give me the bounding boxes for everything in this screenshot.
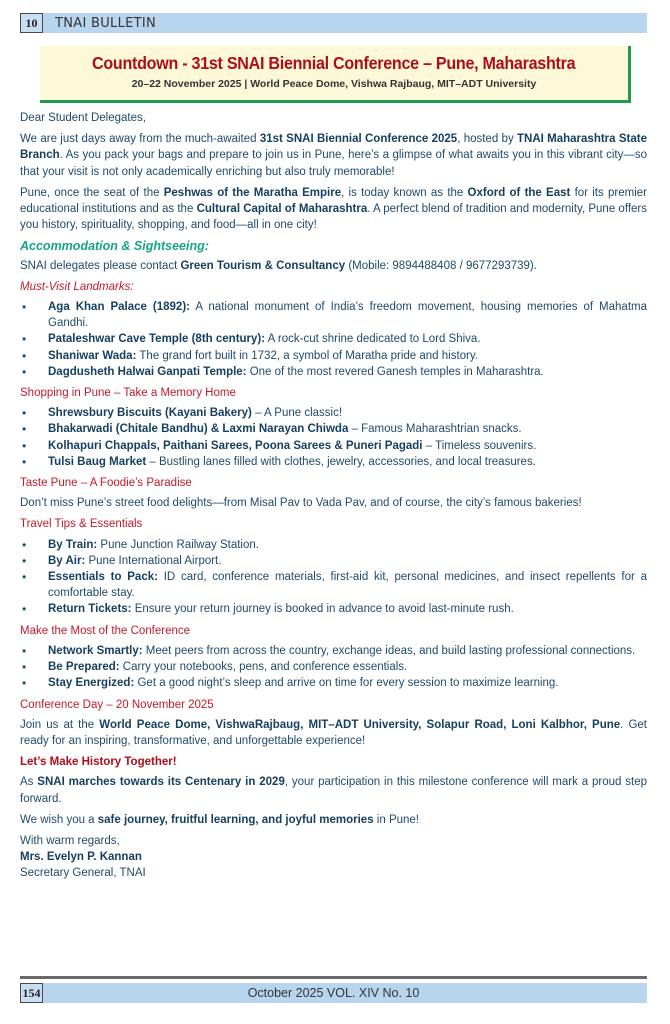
bullet-icon: • [22, 660, 27, 675]
closing: With warm regards, [20, 834, 120, 847]
letter-body [20, 110, 647, 881]
bullet-icon: • [22, 676, 27, 691]
item-title: Be Prepared: [48, 661, 120, 674]
pune-paragraph [20, 185, 647, 234]
list-item [20, 299, 647, 331]
conference-day-heading: Conference Day – 20 November 2025 [20, 698, 214, 711]
list-item [20, 438, 647, 454]
bullet-icon: • [22, 300, 27, 315]
conference-banner [40, 46, 631, 103]
text: . As you pack your bags and prepare to join us in Pune, here’s a glimpse of what awaits you in this vibrant city—so that your visit is not only academically enriching but also truly memorable! [20, 149, 647, 178]
emphasis: safe journey, fruitful learning, and joyful memories [97, 813, 374, 826]
list-item [20, 601, 647, 617]
bullet-icon: • [22, 454, 27, 469]
emphasis: Peshwas of the Maratha Empire [163, 186, 342, 199]
list-item [20, 537, 647, 553]
text: SNAI delegates please contact [20, 259, 181, 272]
travel-list [20, 537, 647, 618]
conference-name: 31st SNAI Biennial Conference 2025 [259, 133, 458, 146]
footer-page-number: 154 [20, 983, 43, 1003]
item-title: Dagdusheth Halwai Ganpati Temple: [48, 365, 247, 378]
host-branch: TNAI Maharashtra State Branch [20, 133, 647, 162]
landmarks-heading: Must-Visit Landmarks: [20, 280, 134, 293]
signatory-title: Secretary General, TNAI [20, 866, 146, 879]
bullet-icon: • [22, 348, 27, 363]
item-text: The grand fort built in 1732, a symbol of Maratha pride and history. [136, 349, 478, 362]
name: Mrs. Evelyn P. Kannan [20, 850, 142, 863]
text: for its premier educational institutions and as the [20, 186, 647, 216]
list-item [20, 675, 647, 691]
text: , hosted by [457, 133, 518, 146]
agency-name: Green Tourism & Consultancy [180, 259, 346, 272]
list-item [20, 643, 647, 659]
banner-subtitle: 20–22 November 2025 | World Peace Dome, Vishwa Rajbaug, MIT–ADT University [131, 78, 537, 90]
accommodation-heading: Accommodation & Sightseeing: [20, 239, 209, 254]
item-title: By Air: [48, 554, 86, 567]
emphasis: Oxford of the East [467, 186, 571, 199]
list-item [20, 405, 647, 421]
list-item [20, 569, 647, 601]
shopping-list [20, 405, 647, 470]
list-item [20, 659, 647, 675]
text: As [20, 776, 38, 789]
item-title: Shrewsbury Biscuits (Kayani Bakery) [48, 407, 252, 420]
item-text: – Famous Maharashtrian snacks. [348, 423, 522, 436]
contact-numbers: (Mobile: 9894488408 / 9677293739). [345, 259, 537, 272]
text: We wish you a [20, 813, 98, 826]
text: We are just days away from the much-awaited [20, 133, 260, 146]
travel-heading: Travel Tips & Essentials [20, 518, 143, 531]
text: in Pune! [373, 813, 420, 826]
item-title: Kolhapuri Chappals, Paithani Sarees, Poona Sarees & Puneri Pagadi [48, 439, 423, 452]
item-title: Pataleshwar Cave Temple (8th century): [48, 333, 266, 346]
list-item [20, 364, 647, 380]
item-text: One of the most revered Ganesh temples in Maharashtra. [246, 365, 544, 378]
bullet-icon: • [22, 332, 27, 347]
conference-tips-heading: Make the Most of the Conference [20, 624, 191, 637]
item-text: Get a good night’s sleep and arrive on time for every session to maximize learning. [134, 677, 559, 690]
history-paragraph [20, 774, 647, 806]
text: Pune, once the seat of the [20, 186, 164, 199]
conference-tips-list [20, 643, 647, 692]
bulletin-title: TNAI BULLETIN [55, 15, 157, 31]
emphasis: SNAI marches towards its Centenary in 2029 [37, 776, 285, 789]
signoff [20, 833, 647, 881]
item-title: Bhakarwadi (Chitale Bandhu) & Laxmi Narayan Chiwda [48, 423, 349, 436]
greeting: Dear Student Delegates, [20, 112, 146, 124]
bullet-icon: • [22, 422, 27, 437]
item-text: – Timeless souvenirs. [422, 439, 537, 452]
item-title: Network Smartly: [48, 644, 143, 657]
item-title: Return Tickets: [48, 603, 132, 616]
item-title: By Train: [48, 538, 98, 551]
list-item [20, 331, 647, 347]
wish-paragraph [20, 812, 647, 828]
item-text: – Bustling lanes filled with clothes, jewelry, accessories, and local treasures. [146, 455, 536, 468]
item-title: Aga Khan Palace (1892): [48, 301, 190, 314]
venue: World Peace Dome, VishwaRajbaug, MIT–ADT University, Solapur Road, Loni Kalbhor, Pune [99, 718, 621, 731]
bullet-icon: • [22, 438, 27, 453]
item-text: Ensure your return journey is booked in advance to avoid last-minute rush. [131, 603, 514, 616]
item-text: Carry your notebooks, pens, and conference essentials. [119, 661, 408, 674]
bullet-icon: • [22, 364, 27, 379]
text: , is today known as the [341, 186, 468, 199]
bullet-icon: • [22, 537, 27, 552]
bullet-icon: • [22, 643, 27, 658]
emphasis: Cultural Capital of Maharashtra [196, 203, 368, 216]
accommodation-paragraph [20, 258, 647, 274]
list-item [20, 553, 647, 569]
intro-paragraph [20, 131, 647, 180]
item-text: – A Pune classic! [251, 407, 343, 420]
food-heading: Taste Pune – A Foodie’s Paradise [20, 477, 192, 490]
history-heading: Let’s Make History Together! [20, 756, 177, 769]
food-paragraph: Don’t miss Pune’s street food delights—from Misal Pav to Vada Pav, and of course, the city’s famous bakeries! [20, 497, 582, 510]
bullet-icon: • [22, 553, 27, 568]
text: Join us at the [20, 718, 100, 731]
item-text: A national monument of India’s freedom movement, housing memories of Mahatma Gandhi. [48, 301, 647, 330]
issue-info: October 2025 VOL. XIV No. 10 [247, 986, 420, 1000]
item-title: Essentials to Pack: [48, 571, 158, 584]
list-item [20, 454, 647, 470]
signatory-name [20, 849, 647, 865]
banner-title: Countdown - 31st SNAI Biennial Conference – Pune, Maharashtra [92, 53, 576, 73]
bullet-icon: • [22, 570, 27, 585]
list-item [20, 421, 647, 437]
text: , your participation in this milestone conference will mark a proud step forward. [20, 776, 647, 805]
item-text: Meet peers from across the country, exchange ideas, and build lasting professional connections. [142, 644, 636, 657]
page-number-box: 10 [20, 13, 43, 33]
list-item [20, 348, 647, 364]
header-bar [20, 13, 647, 33]
bullet-icon: • [22, 602, 27, 617]
item-text: Pune International Airport. [85, 554, 222, 567]
conference-day-paragraph [20, 717, 647, 749]
item-text: A rock-cut shrine dedicated to Lord Shiva. [265, 333, 481, 346]
text: . Get ready for an inspiring, transformative, and unforgettable experience! [20, 718, 647, 747]
text: . A perfect blend of tradition and modernity, Pune offers you history, spirituality, shopping, and food—all in one city! [20, 203, 647, 232]
shopping-heading: Shopping in Pune – Take a Memory Home [20, 387, 236, 400]
footer-bar [20, 983, 647, 1003]
item-title: Stay Energized: [48, 677, 135, 690]
item-title: Shaniwar Wada: [48, 349, 137, 362]
item-text: ID card, conference materials, first-aid kit, personal medicines, and insect repellents for a comfortable stay. [48, 571, 647, 600]
bullet-icon: • [22, 406, 27, 421]
footer-divider [20, 976, 647, 979]
landmarks-list [20, 299, 647, 380]
item-title: Tulsi Baug Market [48, 455, 147, 468]
item-text: Pune Junction Railway Station. [97, 538, 259, 551]
